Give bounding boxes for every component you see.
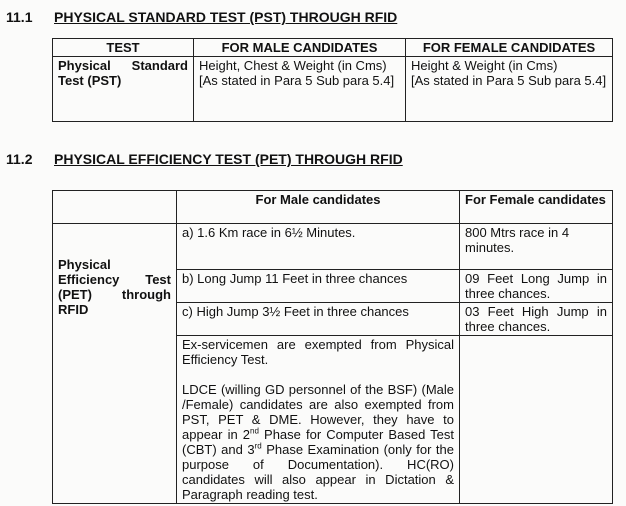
table-row bbox=[53, 224, 613, 270]
pet-male-long-jump: b) Long Jump 11 Feet in three chances bbox=[177, 270, 460, 303]
pst-male-text: Height, Chest & Weight (in Cms) bbox=[199, 58, 387, 73]
section-11-1-heading bbox=[6, 9, 397, 25]
section-number: 11.1 bbox=[6, 9, 33, 25]
header-test: TEST bbox=[53, 39, 194, 57]
section-title: PHYSICAL EFFICIENCY TEST (PET) THROUGH RFID bbox=[54, 151, 403, 167]
pet-table bbox=[52, 190, 613, 504]
exsm-note: Ex-servicemen are exempted from Physical Efficiency Test. bbox=[182, 337, 454, 367]
pst-female-text: Height & Weight (in Cms) bbox=[411, 58, 558, 73]
pst-male-ref: [As stated in Para 5 Sub para 5.4] bbox=[199, 73, 395, 88]
header-female: FOR FEMALE CANDIDATES bbox=[406, 39, 613, 57]
pst-male-cell bbox=[194, 57, 406, 122]
pet-test-label: Physical Efficiency Test (PET) through RFID bbox=[58, 256, 171, 317]
pst-test-cell: Physical Standard Test (PST) bbox=[53, 57, 194, 122]
empty-header-cell bbox=[53, 191, 177, 224]
table-row bbox=[53, 57, 613, 122]
pst-table bbox=[52, 38, 613, 122]
table-header-row bbox=[53, 191, 613, 224]
empty-female-cell bbox=[460, 336, 613, 504]
pet-male-high-jump: c) High Jump 3½ Feet in three chances bbox=[177, 303, 460, 336]
pst-female-ref: [As stated in Para 5 Sub para 5.4] bbox=[411, 73, 607, 88]
section-number: 11.2 bbox=[6, 151, 33, 167]
pet-female-high-jump: 03 Feet High Jump in three chances. bbox=[460, 303, 613, 336]
pst-female-cell bbox=[406, 57, 613, 122]
section-title: PHYSICAL STANDARD TEST (PST) THROUGH RFID bbox=[54, 9, 398, 25]
ldce-note: LDCE (willing GD personnel of the BSF) (Male /Female) candidates are also exempted from PST, PET & DME. However, they have to appear in 2nd Phase for Computer Based Test (CBT) and 3rd Phase Examination (only for the purpose of Documentation). HC(RO) candidates will also appear in Dictation & Paragraph reading test. bbox=[182, 382, 454, 502]
table-header-row bbox=[53, 39, 613, 57]
pet-test-cell bbox=[53, 224, 177, 504]
pet-male-race: a) 1.6 Km race in 6½ Minutes. bbox=[177, 224, 460, 270]
pet-female-race: 800 Mtrs race in 4 minutes. bbox=[460, 224, 613, 270]
header-male: For Male candidates bbox=[177, 191, 460, 224]
exemption-cell bbox=[177, 336, 460, 504]
pet-female-long-jump: 09 Feet Long Jump in three chances. bbox=[460, 270, 613, 303]
header-male: FOR MALE CANDIDATES bbox=[194, 39, 406, 57]
header-female: For Female candidates bbox=[460, 191, 613, 224]
section-11-2-heading bbox=[6, 151, 403, 167]
